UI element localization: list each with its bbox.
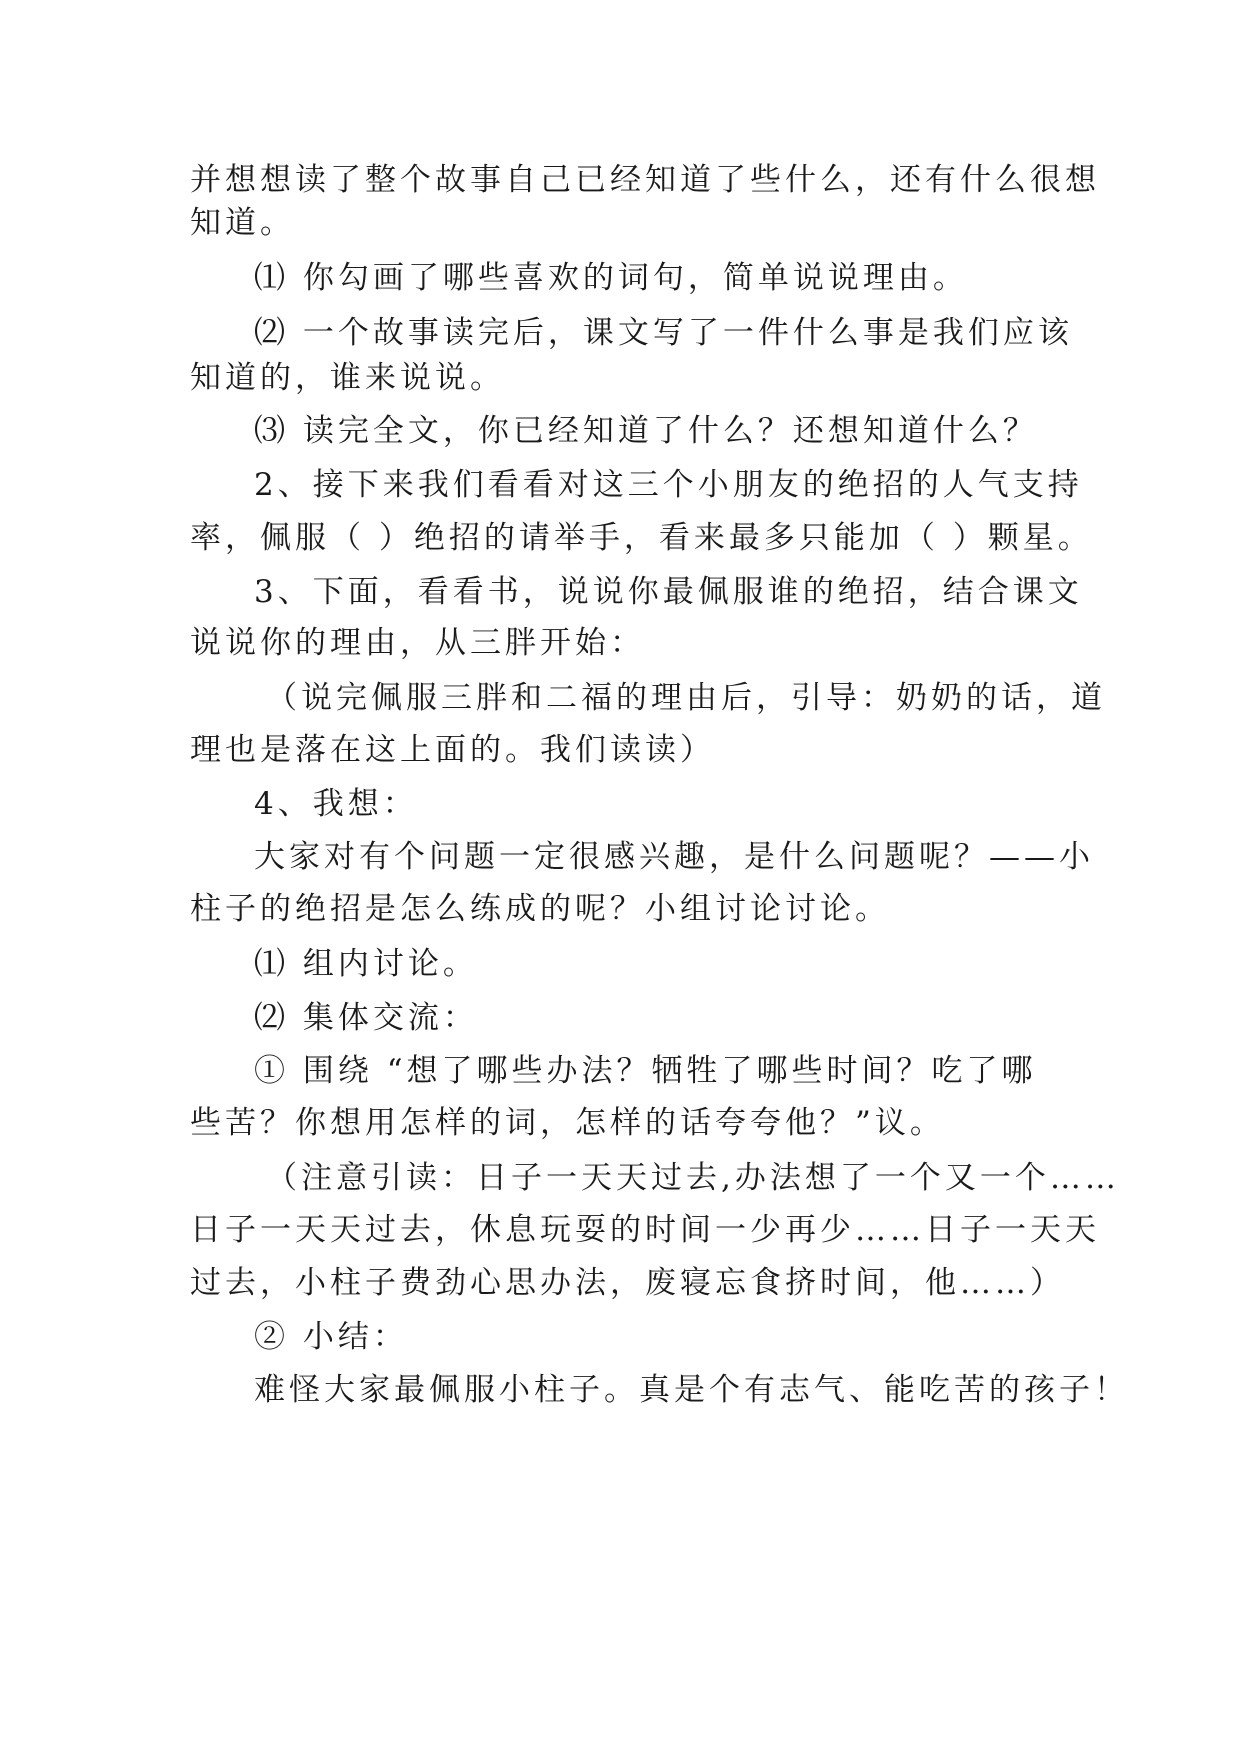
text-line: 说说你的理由，从三胖开始：: [190, 625, 645, 661]
text-line: （说完佩服三胖和二福的理由后，引导：奶奶的话，道: [266, 680, 1106, 716]
text-line: 知道的，谁来说说。: [190, 360, 505, 396]
text-line: ⑴ 你勾画了哪些喜欢的词句，简单说说理由。: [254, 260, 968, 296]
text-line: 大家对有个问题一定很感兴趣，是什么问题呢？——小: [254, 839, 1094, 875]
text-line: 过去，小柱子费劲心思办法，废寝忘食挤时间，他……）: [190, 1265, 1065, 1301]
text-line: 3、下面，看看书，说说你最佩服谁的绝招，结合课文: [254, 574, 1083, 610]
text-line: ⑴ 组内讨论。: [254, 946, 478, 982]
text-line: 些苦？你想用怎样的词，怎样的话夸夸他？”议。: [190, 1105, 945, 1141]
text-line: ⑵ 集体交流：: [254, 1000, 478, 1036]
text-line: 日子一天天过去，休息玩耍的时间一少再少……日子一天天: [190, 1212, 1100, 1248]
text-line: 并想想读了整个故事自己已经知道了些什么，还有什么很想: [190, 162, 1100, 198]
text-line: ⑶ 读完全文，你已经知道了什么？还想知道什么？: [254, 413, 1038, 449]
text-line: ② 小结：: [254, 1319, 408, 1355]
text-line: 柱子的绝招是怎么练成的呢？小组讨论讨论。: [190, 891, 890, 927]
text-line: 4、我想：: [254, 786, 418, 822]
text-line: 知道。: [190, 205, 295, 241]
text-line: 2、接下来我们看看对这三个小朋友的绝招的人气支持: [254, 467, 1083, 503]
text-line: ⑵ 一个故事读完后，课文写了一件什么事是我们应该: [254, 315, 1073, 351]
text-line: （注意引读：日子一天天过去,办法想了一个又一个……: [266, 1160, 1120, 1196]
text-line: 率，佩服（ ）绝招的请举手，看来最多只能加（ ）颗星。: [190, 520, 1093, 556]
text-line: ① 围绕 “想了哪些办法？牺牲了哪些时间？吃了哪: [254, 1053, 1037, 1089]
text-line: 理也是落在这上面的。我们读读）: [190, 732, 715, 768]
text-line: 难怪大家最佩服小柱子。真是个有志气、能吃苦的孩子！: [254, 1372, 1129, 1408]
